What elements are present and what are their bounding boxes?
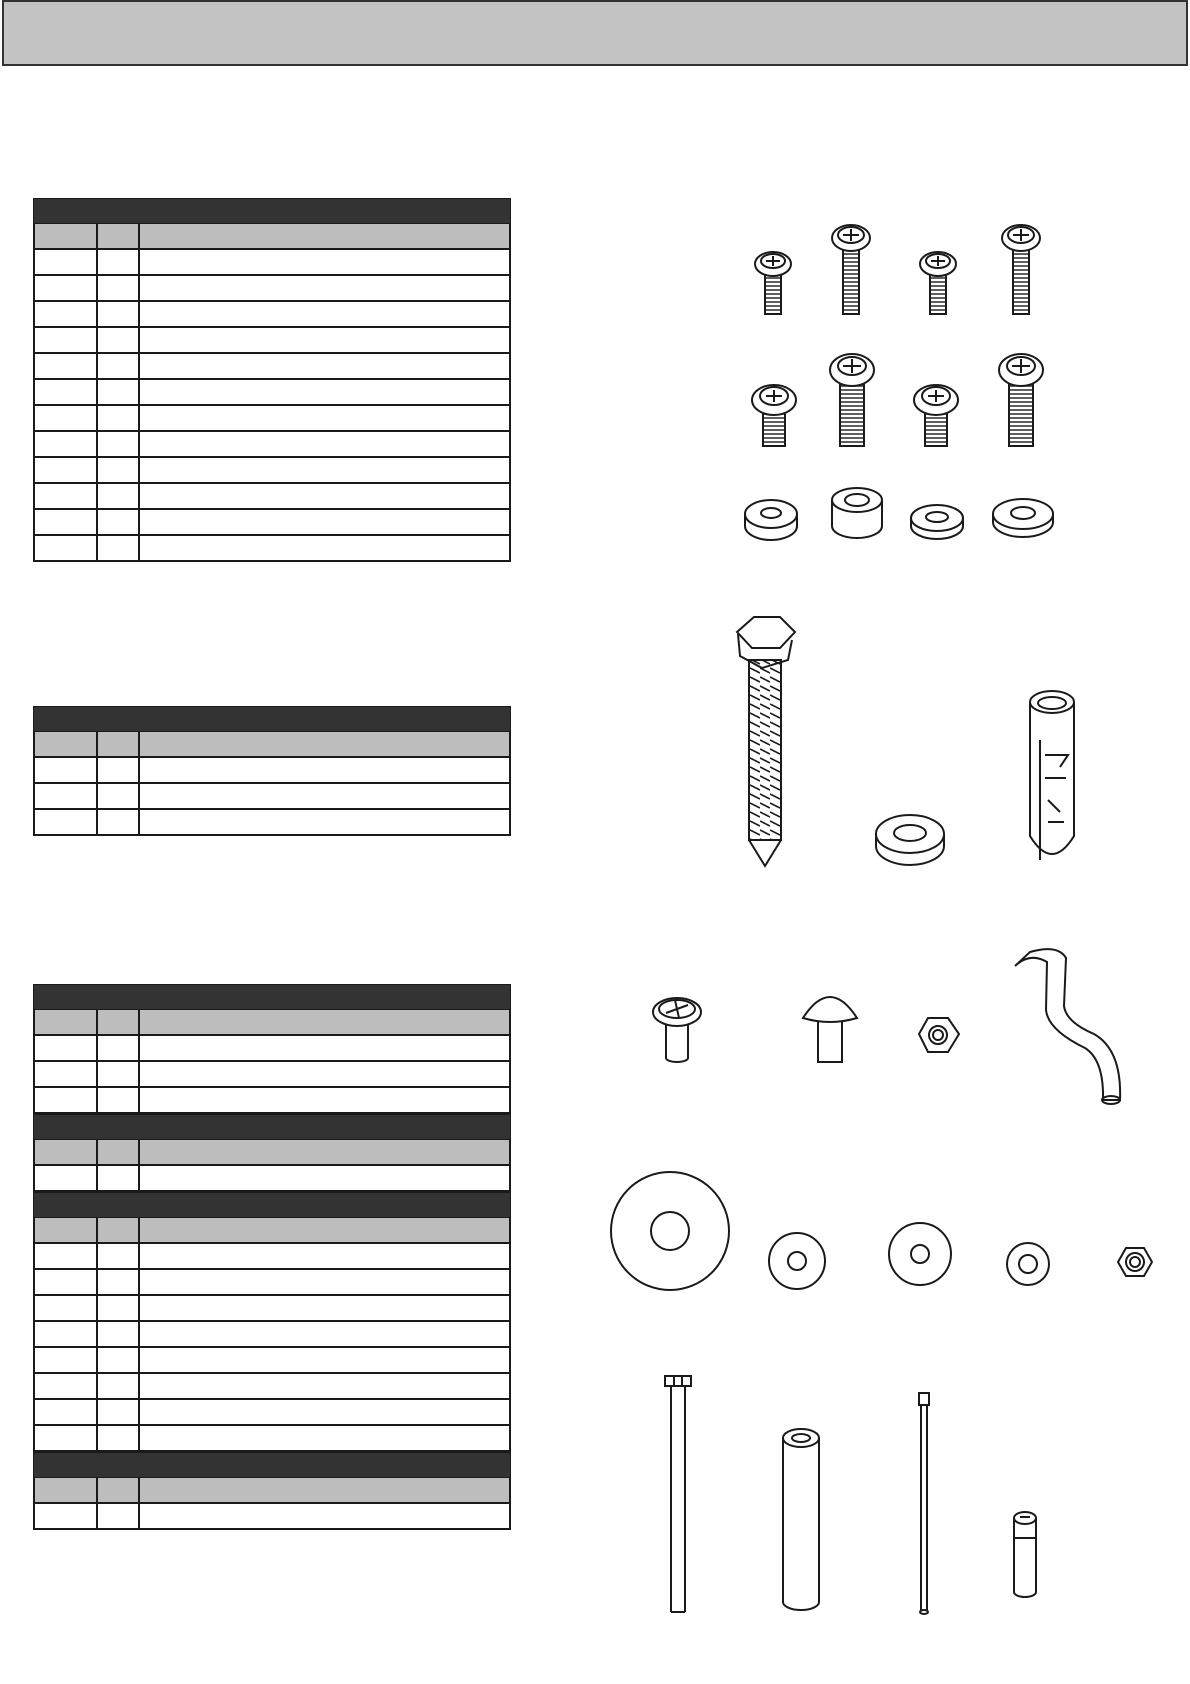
pan-head-screw-icon (830, 354, 874, 446)
flat-washer-icon (993, 499, 1053, 537)
carriage-bolt-icon (803, 997, 857, 1062)
phillips-bolt-icon (653, 998, 701, 1062)
allen-key-icon (1015, 949, 1120, 1104)
pan-head-screw-icon (914, 385, 958, 446)
pan-head-screw-icon (832, 225, 870, 314)
cable-tie-icon (919, 1393, 929, 1614)
wall-anchor-icon (1030, 691, 1074, 860)
washer-small-icon (1007, 1243, 1049, 1285)
pan-head-screw-icon (755, 252, 791, 314)
long-bolt-icon (665, 1376, 691, 1612)
pan-head-screw-icon (1002, 225, 1040, 314)
flat-washer-icon (911, 505, 963, 539)
pan-head-screw-icon (752, 385, 796, 446)
spacer-tube-icon (783, 1429, 819, 1610)
barrel-nut-icon (1014, 1512, 1036, 1597)
spacer-icon (832, 488, 882, 538)
flat-washer-icon (745, 500, 797, 540)
lock-nut-icon (919, 1018, 959, 1052)
lag-bolt-icon (737, 617, 795, 866)
pan-head-screw-icon (920, 252, 956, 314)
washer-icon (769, 1233, 825, 1289)
flat-washer-icon (876, 815, 944, 865)
hex-nut-icon (1118, 1248, 1152, 1276)
washer-icon (889, 1223, 951, 1285)
pan-head-screw-icon (999, 354, 1043, 446)
large-washer-icon (611, 1172, 729, 1290)
